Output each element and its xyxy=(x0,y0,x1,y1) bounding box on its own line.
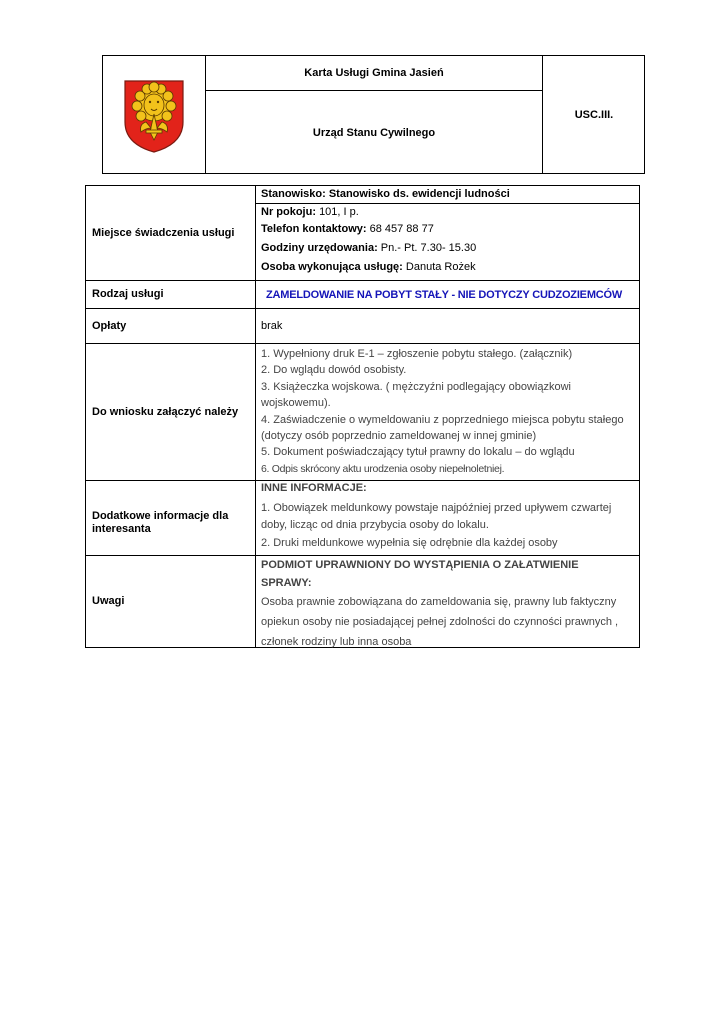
uwagi-line: członek rodziny lub inna osoba xyxy=(261,636,412,648)
wniosek-line: 2. Do wglądu dowód osobisty. xyxy=(261,364,407,377)
row-oplaty xyxy=(86,308,639,343)
row-rodzaj xyxy=(86,280,639,308)
label-uwagi: Uwagi xyxy=(86,556,256,647)
label-dodatkowe: Dodatkowe informacje dla interesanta xyxy=(86,481,256,555)
value-uwagi xyxy=(256,556,639,647)
header-middle xyxy=(206,56,543,173)
dodatkowe-line: doby, licząc od dnia przybycia osoby do lokalu. xyxy=(261,519,489,531)
card-title: Karta Usługi Gmina Jasień xyxy=(206,56,542,91)
uwagi-heading: SPRAWY: xyxy=(261,577,312,589)
coat-of-arms-logo xyxy=(122,78,186,154)
row-dodatkowe xyxy=(86,480,639,555)
logo-cell xyxy=(103,56,206,173)
label-oplaty: Opłaty xyxy=(86,309,256,343)
osoba-line: Osoba wykonująca usługę: Danuta Rożek xyxy=(261,261,476,273)
dodatkowe-line: 1. Obowiązek meldunkowy powstaje najpóźniej przed upływem czwartej xyxy=(261,502,612,514)
row-miejsce xyxy=(86,186,639,280)
value-rodzaj xyxy=(256,281,639,308)
label-miejsce: Miejsce świadczenia usługi xyxy=(86,186,256,280)
header-table xyxy=(102,55,645,174)
wniosek-line: 1. Wypełniony druk E-1 – zgłoszenie pobytu stałego. (załącznik) xyxy=(261,348,573,360)
uwagi-heading: PODMIOT UPRAWNIONY DO WYSTĄPIENIA O ZAŁATWIENIE xyxy=(261,559,579,571)
value-wniosek xyxy=(256,344,639,480)
pokoj-line: Nr pokoju: 101, I p. xyxy=(256,203,639,220)
value-oplaty xyxy=(256,309,639,343)
card-code: USC.III. xyxy=(574,108,614,121)
value-dodatkowe xyxy=(256,481,639,555)
wniosek-line: (dotyczy osób poprzednio zameldowanej w innej gminie) xyxy=(261,429,537,442)
row-uwagi xyxy=(86,555,639,647)
office-name: Urząd Stanu Cywilnego xyxy=(312,127,436,139)
oplaty-text: brak xyxy=(261,320,283,332)
label-rodzaj: Rodzaj usługi xyxy=(86,281,256,308)
dodatkowe-heading: INNE INFORMACJE: xyxy=(261,482,367,494)
wniosek-line: 6. Odpis skrócony aktu urodzenia osoby niepełnoletniej. xyxy=(261,462,505,475)
wniosek-line: 4. Zaświadczenie o wymeldowaniu z poprzedniego miejsca pobytu stałego xyxy=(261,413,624,426)
godziny-line: Godziny urzędowania: Pn.- Pt. 7.30- 15.30 xyxy=(261,242,477,254)
uwagi-line: Osoba prawnie zobowiązana do zameldowania się, prawny lub faktyczny xyxy=(261,596,617,608)
uwagi-line: opiekun osoby nie posiadającej pełnej zdolności do czynności prawnych , xyxy=(261,616,619,628)
wniosek-line: wojskowemu). xyxy=(261,397,331,410)
label-wniosek: Do wniosku załączyć należy xyxy=(86,344,256,480)
service-type-text: ZAMELDOWANIE NA POBYT STAŁY - NIE DOTYCZY CUDZOZIEMCÓW xyxy=(266,288,623,301)
wniosek-line: 3. Książeczka wojskowa. ( mężczyźni podlegający obowiązkowi xyxy=(261,380,571,393)
stanowisko-text: Stanowisko: Stanowisko ds. ewidencji ludności xyxy=(261,188,510,200)
wniosek-line: 5. Dokument poświadczający tytuł prawny do lokalu – do wglądu xyxy=(261,446,575,459)
telefon-line: Telefon kontaktowy: 68 457 88 77 xyxy=(261,223,434,235)
service-table xyxy=(85,185,640,648)
value-miejsce xyxy=(256,186,639,280)
dodatkowe-line: 2. Druki meldunkowe wypełnia się odrębnie dla każdej osoby xyxy=(261,537,558,549)
row-wniosek xyxy=(86,343,639,480)
